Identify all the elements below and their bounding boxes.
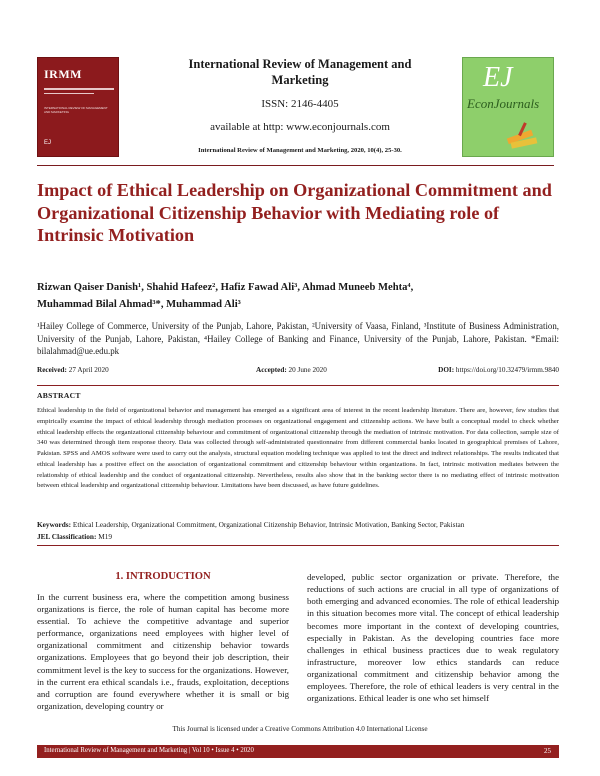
page-number: 25 [544, 747, 551, 755]
journal-header [160, 56, 440, 154]
books-icon [503, 120, 543, 157]
journal-name: International Review of Management and Marketing [188, 57, 412, 87]
econ-logo-name: EconJournals [467, 96, 540, 111]
cover-divider [44, 93, 94, 94]
accepted-date: Accepted: 20 June 2020 [256, 366, 327, 374]
jel-label: JEL Classification: [37, 532, 97, 541]
intro-column-right: developed, public sector organization or private. Therefore, the reductions of such actions are crucial in all type of organizations of both emerging and advanced economies. The role of ethical leadership in this situation becomes more vital. The concept of ethical leadership becomes more important in the context of developing countries, especially in Pakistan. As the developing countries face more challenges in ethical business practices due to weak regulatory infrastructure, moreover low ethics standards can reduce organizational commitment and citizenship behavior among the employees. Therefore, the role of ethical leaders is very central in the organizations. Ethical leader is one who set himself [307, 572, 559, 704]
footer-journal-info: International Review of Management and Marketing | Vol 10 • Issue 4 • 2020 [44, 747, 254, 754]
cover-publisher-logo: EJ [44, 140, 52, 146]
authors-line: Rizwan Qaiser Danish¹, Shahid Hafeez², Hafiz Fawad Ali³, Ahmad Muneeb Mehta⁴, [37, 282, 414, 293]
received-date: Received: 27 April 2020 [37, 366, 109, 374]
cover-divider [44, 88, 114, 90]
cover-subtitle: INTERNATIONAL REVIEW OF MANAGEMENT AND MARKETING [44, 106, 108, 114]
keywords-text: Ethical Leadership, Organizational Commitment, Organizational Citizenship Behavior, Intrinsic Motivation, Banking Sector, Pakistan [72, 520, 465, 529]
affiliations: ¹Hailey College of Commerce, University of the Punjab, Lahore, Pakistan, ²University of Vaasa, Finland, ³Institute of Business Administration, University of the Punjab, Lahore, Pakistan, ⁴Hailey College of Banking and Finance, University of the Punjab, Lahore, Pakistan. *Email: bilalahmad@ue.edu.pk [37, 321, 559, 357]
abstract-text: Ethical leadership in the field of organizational behavior and management has emerged as a significant area of interest in the recent leadership literature. There are, however, few studies that empirically examine the impact of ethical leadership through mediation processes on organizational engagement and citizenship actions. We have built a conceptual model to check whether ethical leadership effects the organizational citizenship behaviour and commitment of organizational citizenship through the mediation of intrinsic motivation. For data collection, sample size of 340 was determined through item response theory. Data was collected through self-administrated questionnaire from different commercial banks located in geographical premises of Lahore, Pakistan. SPSS and AMOS software were used to carry out the analysis, structural equation modeling technique was applied to test the direct and indirect relationships. The results indicated that ethical leadership has a positive effect on the association of organizational commitment and citizenship behaviour within organizations. In fact, intrinsic motivation mediates between the relationship of ethical leadership and the conduct of organizational citizenship. Nevertheless, results also show that in the banking sector there is no mediating effect of intrinsic motivation between ethical leadership and organizational citizenship behaviour. Limitations have been discussed, as have future guidelines. [37, 407, 559, 490]
doi[interactable]: DOI: https://doi.org/10.32479/irmm.9840 [438, 366, 559, 374]
abstract-heading: ABSTRACT [37, 391, 81, 400]
citation: International Review of Management and Marketing, 2020, 10(4), 25-30. [198, 147, 402, 154]
authors-line: Muhammad Bilal Ahmad³*, Muhammad Ali³ [37, 299, 241, 310]
issn: ISSN: 2146-4405 [261, 98, 339, 110]
jel-code: M19 [98, 532, 113, 541]
dates-row [37, 366, 559, 378]
header-rule [37, 165, 554, 166]
abstract-rule [37, 545, 559, 546]
jel-classification [37, 531, 559, 542]
journal-cover [37, 57, 119, 157]
econ-logo-letters: EJ [483, 62, 513, 93]
section-heading: 1. INTRODUCTION [115, 571, 211, 582]
license-notice: This Journal is licensed under a Creative Commons Attribution 4.0 International License [172, 725, 428, 733]
cover-title: IRMM [44, 67, 82, 81]
econjournals-logo [462, 57, 554, 157]
keywords [37, 519, 559, 530]
paper-title: Impact of Ethical Leadership on Organizational Commitment and Organizational Citizenship Behavior with Mediating role of Intrinsic Motivation [37, 180, 552, 245]
footer-bar [37, 745, 559, 758]
availability-link[interactable]: available at http: www.econjournals.com [210, 121, 390, 133]
intro-column-left: In the current business era, where the competition among business organizations is fierce, the role of human capital has become more essential. To achieve the competitive advantage and superior performance, organizations need employees with higher level of organizational commitment and citizenship behavior towards organizations. Employees that go beyond their job description, their commitment level is the key to success for the organizations. However, in the current era ethical scandals i.e., frauds, exploitation, deceptions and corruption are found everywhere whether it is small or big organization, developing country or [37, 592, 289, 711]
authors [37, 279, 557, 313]
abstract-rule [37, 385, 559, 386]
keywords-label: Keywords: [37, 520, 72, 529]
